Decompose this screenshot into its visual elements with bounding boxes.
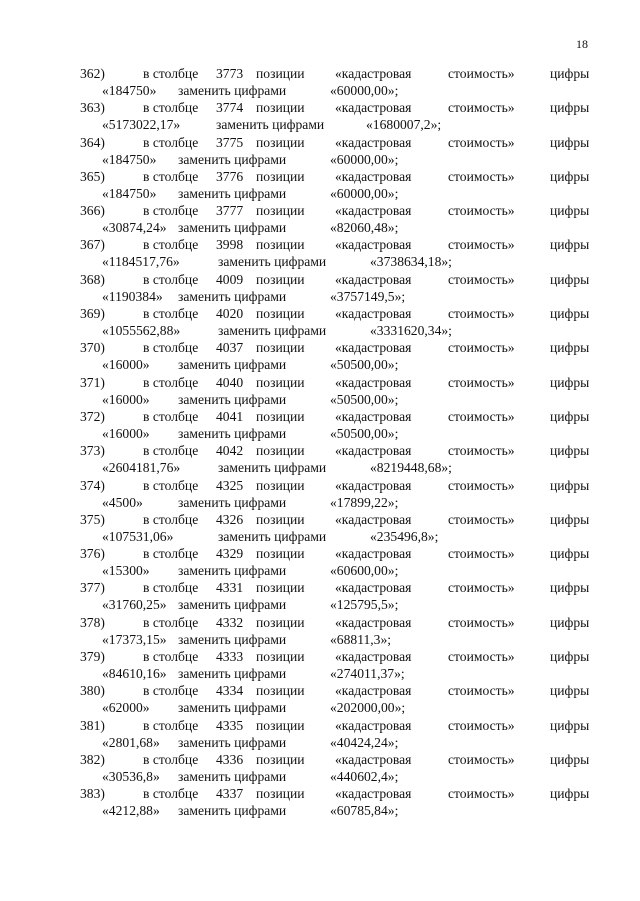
stoimost-word: стоимость»: [448, 203, 515, 219]
new-value: «60785,84»;: [330, 803, 399, 819]
old-value: «15300»: [102, 563, 150, 579]
position-word: позиции: [256, 237, 305, 253]
stoimost-word: стоимость»: [448, 717, 515, 733]
stoimost-word: стоимость»: [448, 168, 515, 184]
item-number: 364): [80, 134, 105, 150]
new-value: «3331620,34»;: [370, 323, 452, 339]
new-value: «68811,3»;: [330, 631, 392, 647]
replace-phrase: заменить цифрами: [216, 117, 325, 133]
kadastr-word: «кадастровая: [335, 614, 412, 630]
stoimost-word: стоимость»: [448, 477, 515, 493]
column-number: 4325: [216, 477, 244, 493]
old-value: «1190384»: [102, 288, 163, 304]
new-value: «125795,5»;: [330, 597, 399, 613]
amendment-list: [0, 65, 640, 820]
amendment-item: [0, 511, 640, 545]
item-number: 363): [80, 100, 105, 116]
old-value: «4500»: [102, 494, 143, 510]
column-number: 4020: [216, 306, 244, 322]
old-value: «5173022,17»: [102, 117, 181, 133]
amendment-item: [0, 751, 640, 785]
column-word: в столбце: [143, 66, 199, 81]
column-number: 3773: [216, 66, 244, 81]
kadastr-word: «кадастровая: [335, 683, 412, 699]
amendment-item: [0, 648, 640, 682]
column-word: в столбце: [143, 649, 199, 665]
column-word: в столбце: [143, 100, 199, 116]
amendment-item: [0, 614, 640, 648]
amendment-item: [0, 682, 640, 716]
amendment-item: [0, 442, 640, 476]
kadastr-word: «кадастровая: [335, 100, 412, 116]
column-number: 3776: [216, 168, 244, 184]
replace-phrase: заменить цифрами: [178, 391, 287, 407]
replace-phrase: заменить цифрами: [218, 460, 327, 476]
column-number: 3777: [216, 203, 244, 219]
stoimost-word: стоимость»: [448, 306, 515, 322]
column-word: в столбце: [143, 374, 199, 390]
kadastr-word: «кадастровая: [335, 751, 412, 767]
replace-phrase: заменить цифрами: [178, 803, 287, 819]
cifry-word: цифры: [550, 649, 590, 665]
cifry-word: цифры: [550, 786, 590, 802]
column-word: в столбце: [143, 580, 199, 596]
column-word: в столбце: [143, 168, 199, 184]
cifry-word: цифры: [550, 100, 590, 116]
column-word: в столбце: [143, 546, 199, 562]
replace-phrase: заменить цифрами: [178, 288, 287, 304]
kadastr-word: «кадастровая: [335, 786, 412, 802]
item-number: 381): [80, 717, 105, 733]
amendment-item: [0, 99, 640, 133]
kadastr-word: «кадастровая: [335, 717, 412, 733]
replace-phrase: заменить цифрами: [178, 734, 287, 750]
new-value: «50500,00»;: [330, 357, 399, 373]
cifry-word: цифры: [550, 717, 590, 733]
cifry-word: цифры: [550, 614, 590, 630]
replace-phrase: заменить цифрами: [218, 528, 327, 544]
column-word: в столбце: [143, 340, 199, 356]
replace-phrase: заменить цифрами: [218, 254, 327, 270]
old-value: «4212,88»: [102, 803, 160, 819]
new-value: «40424,24»;: [330, 734, 399, 750]
cifry-word: цифры: [550, 374, 590, 390]
new-value: «440602,4»;: [330, 768, 399, 784]
cifry-word: цифры: [550, 511, 590, 527]
item-number: 376): [80, 546, 105, 562]
cifry-word: цифры: [550, 237, 590, 253]
column-word: в столбце: [143, 511, 199, 527]
column-number: 4329: [216, 546, 244, 562]
cifry-word: цифры: [550, 134, 590, 150]
item-number: 368): [80, 271, 105, 287]
item-number: 379): [80, 649, 105, 665]
column-number: 4336: [216, 751, 244, 767]
position-word: позиции: [256, 66, 305, 81]
cifry-word: цифры: [550, 546, 590, 562]
old-value: «2801,68»: [102, 734, 160, 750]
column-word: в столбце: [143, 614, 199, 630]
stoimost-word: стоимость»: [448, 786, 515, 802]
kadastr-word: «кадастровая: [335, 66, 412, 81]
item-number: 374): [80, 477, 105, 493]
new-value: «274011,37»;: [330, 666, 405, 682]
position-word: позиции: [256, 374, 305, 390]
new-value: «3738634,18»;: [370, 254, 452, 270]
amendment-item: [0, 339, 640, 373]
kadastr-word: «кадастровая: [335, 408, 412, 424]
replace-phrase: заменить цифрами: [218, 323, 327, 339]
column-number: 4042: [216, 443, 244, 459]
column-number: 3774: [216, 100, 244, 116]
item-number: 366): [80, 203, 105, 219]
cifry-word: цифры: [550, 271, 590, 287]
column-number: 4040: [216, 374, 244, 390]
amendment-item: [0, 408, 640, 442]
new-value: «60000,00»;: [330, 83, 399, 98]
amendment-item: [0, 202, 640, 236]
amendment-item: [0, 236, 640, 270]
position-word: позиции: [256, 408, 305, 424]
new-value: «202000,00»;: [330, 700, 406, 716]
position-word: позиции: [256, 717, 305, 733]
item-number: 372): [80, 408, 105, 424]
new-value: «8219448,68»;: [370, 460, 452, 476]
column-word: в столбце: [143, 271, 199, 287]
replace-phrase: заменить цифрами: [178, 597, 287, 613]
column-word: в столбце: [143, 306, 199, 322]
old-value: «62000»: [102, 700, 150, 716]
stoimost-word: стоимость»: [448, 66, 515, 81]
stoimost-word: стоимость»: [448, 100, 515, 116]
cifry-word: цифры: [550, 306, 590, 322]
position-word: позиции: [256, 546, 305, 562]
old-value: «16000»: [102, 425, 150, 441]
old-value: «16000»: [102, 391, 150, 407]
cifry-word: цифры: [550, 751, 590, 767]
position-word: позиции: [256, 100, 305, 116]
cifry-word: цифры: [550, 168, 590, 184]
stoimost-word: стоимость»: [448, 683, 515, 699]
replace-phrase: заменить цифрами: [178, 494, 287, 510]
amendment-item: [0, 717, 640, 751]
position-word: позиции: [256, 511, 305, 527]
item-number: 370): [80, 340, 105, 356]
cifry-word: цифры: [550, 580, 590, 596]
item-number: 369): [80, 306, 105, 322]
column-word: в столбце: [143, 786, 199, 802]
page-number: 18: [576, 37, 588, 51]
new-value: «17899,22»;: [330, 494, 399, 510]
amendment-item: [0, 271, 640, 305]
kadastr-word: «кадастровая: [335, 374, 412, 390]
position-word: позиции: [256, 340, 305, 356]
old-value: «30536,8»: [102, 768, 160, 784]
replace-phrase: заменить цифрами: [178, 357, 287, 373]
stoimost-word: стоимость»: [448, 408, 515, 424]
item-number: 371): [80, 374, 105, 390]
position-word: позиции: [256, 168, 305, 184]
column-number: 4332: [216, 614, 244, 630]
replace-phrase: заменить цифрами: [178, 220, 287, 236]
stoimost-word: стоимость»: [448, 374, 515, 390]
amendment-item: [0, 374, 640, 408]
column-number: 4009: [216, 271, 244, 287]
old-value: «107531,06»: [102, 528, 174, 544]
item-number: 383): [80, 786, 105, 802]
column-word: в столбце: [143, 203, 199, 219]
old-value: «184750»: [102, 151, 157, 167]
amendment-item: [0, 65, 640, 99]
kadastr-word: «кадастровая: [335, 546, 412, 562]
stoimost-word: стоимость»: [448, 614, 515, 630]
stoimost-word: стоимость»: [448, 443, 515, 459]
item-number: 382): [80, 751, 105, 767]
column-word: в столбце: [143, 717, 199, 733]
kadastr-word: «кадастровая: [335, 203, 412, 219]
position-word: позиции: [256, 649, 305, 665]
new-value: «1680007,2»;: [366, 117, 442, 133]
new-value: «235496,8»;: [370, 528, 439, 544]
item-number: 378): [80, 614, 105, 630]
position-word: позиции: [256, 683, 305, 699]
new-value: «82060,48»;: [330, 220, 399, 236]
kadastr-word: «кадастровая: [335, 306, 412, 322]
amendment-item: [0, 305, 640, 339]
new-value: «50500,00»;: [330, 425, 399, 441]
amendment-item: [0, 545, 640, 579]
kadastr-word: «кадастровая: [335, 511, 412, 527]
amendment-item: [0, 477, 640, 511]
stoimost-word: стоимость»: [448, 237, 515, 253]
cifry-word: цифры: [550, 203, 590, 219]
new-value: «60000,00»;: [330, 185, 399, 201]
replace-phrase: заменить цифрами: [178, 563, 287, 579]
amendment-item: [0, 134, 640, 168]
old-value: «16000»: [102, 357, 150, 373]
replace-phrase: заменить цифрами: [178, 185, 287, 201]
position-word: позиции: [256, 134, 305, 150]
replace-phrase: заменить цифрами: [178, 83, 287, 98]
old-value: «17373,15»: [102, 631, 167, 647]
old-value: «184750»: [102, 83, 157, 98]
old-value: «1184517,76»: [102, 254, 180, 270]
item-number: 375): [80, 511, 105, 527]
cifry-word: цифры: [550, 443, 590, 459]
stoimost-word: стоимость»: [448, 271, 515, 287]
column-number: 4335: [216, 717, 244, 733]
position-word: позиции: [256, 580, 305, 596]
column-word: в столбце: [143, 751, 199, 767]
replace-phrase: заменить цифрами: [178, 700, 287, 716]
kadastr-word: «кадастровая: [335, 477, 412, 493]
cifry-word: цифры: [550, 340, 590, 356]
stoimost-word: стоимость»: [448, 340, 515, 356]
item-number: 373): [80, 443, 105, 459]
old-value: «30874,24»: [102, 220, 167, 236]
old-value: «184750»: [102, 185, 157, 201]
amendment-item: [0, 785, 640, 819]
replace-phrase: заменить цифрами: [178, 631, 287, 647]
column-number: 4037: [216, 340, 244, 356]
column-number: 4041: [216, 408, 244, 424]
cifry-word: цифры: [550, 66, 590, 81]
position-word: позиции: [256, 614, 305, 630]
item-number: 365): [80, 168, 105, 184]
column-word: в столбце: [143, 477, 199, 493]
old-value: «1055562,88»: [102, 323, 181, 339]
kadastr-word: «кадастровая: [335, 271, 412, 287]
item-number: 380): [80, 683, 105, 699]
column-word: в столбце: [143, 443, 199, 459]
position-word: позиции: [256, 751, 305, 767]
replace-phrase: заменить цифрами: [178, 425, 287, 441]
position-word: позиции: [256, 443, 305, 459]
stoimost-word: стоимость»: [448, 649, 515, 665]
column-word: в столбце: [143, 237, 199, 253]
column-word: в столбце: [143, 408, 199, 424]
kadastr-word: «кадастровая: [335, 237, 412, 253]
old-value: «84610,16»: [102, 666, 167, 682]
replace-phrase: заменить цифрами: [178, 768, 287, 784]
column-number: 4331: [216, 580, 244, 596]
new-value: «50500,00»;: [330, 391, 399, 407]
column-number: 3775: [216, 134, 244, 150]
cifry-word: цифры: [550, 683, 590, 699]
kadastr-word: «кадастровая: [335, 340, 412, 356]
stoimost-word: стоимость»: [448, 511, 515, 527]
cifry-word: цифры: [550, 477, 590, 493]
column-number: 4337: [216, 786, 244, 802]
cifry-word: цифры: [550, 408, 590, 424]
replace-phrase: заменить цифрами: [178, 666, 287, 682]
old-value: «31760,25»: [102, 597, 167, 613]
kadastr-word: «кадастровая: [335, 649, 412, 665]
column-word: в столбце: [143, 134, 199, 150]
kadastr-word: «кадастровая: [335, 134, 412, 150]
kadastr-word: «кадастровая: [335, 580, 412, 596]
old-value: «2604181,76»: [102, 460, 181, 476]
column-number: 4333: [216, 649, 244, 665]
stoimost-word: стоимость»: [448, 546, 515, 562]
column-number: 3998: [216, 237, 244, 253]
stoimost-word: стоимость»: [448, 751, 515, 767]
column-word: в столбце: [143, 683, 199, 699]
position-word: позиции: [256, 786, 305, 802]
kadastr-word: «кадастровая: [335, 443, 412, 459]
position-word: позиции: [256, 203, 305, 219]
new-value: «60000,00»;: [330, 151, 399, 167]
column-number: 4326: [216, 511, 244, 527]
column-number: 4334: [216, 683, 244, 699]
position-word: позиции: [256, 477, 305, 493]
kadastr-word: «кадастровая: [335, 168, 412, 184]
amendment-item: [0, 168, 640, 202]
new-value: «3757149,5»;: [330, 288, 406, 304]
replace-phrase: заменить цифрами: [178, 151, 287, 167]
new-value: «60600,00»;: [330, 563, 399, 579]
position-word: позиции: [256, 271, 305, 287]
stoimost-word: стоимость»: [448, 134, 515, 150]
item-number: 377): [80, 580, 105, 596]
item-number: 367): [80, 237, 105, 253]
amendment-item: [0, 579, 640, 613]
stoimost-word: стоимость»: [448, 580, 515, 596]
position-word: позиции: [256, 306, 305, 322]
item-number: 362): [80, 66, 105, 81]
